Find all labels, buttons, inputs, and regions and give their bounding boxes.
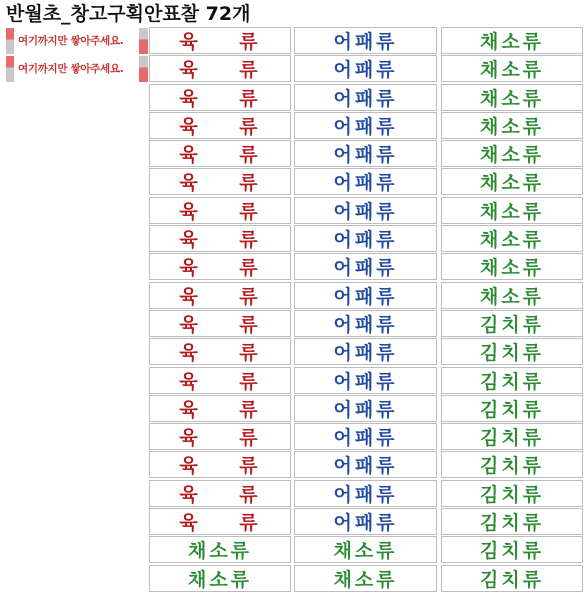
table-row [149, 395, 588, 422]
storage-label-cell: 육 류 [149, 84, 291, 111]
table-row [149, 310, 588, 337]
table-row [149, 84, 588, 111]
stack-limit-text: 여기까지만 쌓아주세요. [18, 63, 124, 75]
storage-label-cell: 김치류 [441, 423, 583, 450]
storage-label-cell: 육 류 [149, 508, 291, 535]
storage-label-cell: 육 류 [149, 338, 291, 365]
storage-label-cell: 김치류 [441, 508, 583, 535]
storage-label-cell: 채소류 [441, 282, 583, 309]
storage-label-cell: 어패류 [294, 84, 437, 111]
storage-label-cell: 육 류 [149, 140, 291, 167]
storage-label-cell: 어패류 [294, 27, 437, 54]
table-row [149, 536, 588, 563]
storage-label-cell: 어패류 [294, 112, 437, 139]
storage-label-cell: 채소류 [294, 565, 437, 592]
storage-label-cell: 채소류 [441, 84, 583, 111]
table-row [149, 225, 588, 252]
storage-label-cell: 김치류 [441, 338, 583, 365]
storage-label-cell: 육 류 [149, 310, 291, 337]
storage-label-cell: 채소류 [441, 253, 583, 280]
storage-label-cell: 어패류 [294, 480, 437, 507]
storage-label-cell: 채소류 [441, 225, 583, 252]
storage-label-cell: 육 류 [149, 480, 291, 507]
label-edge-marker [139, 56, 148, 82]
storage-label-cell: 채소류 [441, 112, 583, 139]
table-row [149, 253, 588, 280]
label-edge-marker [139, 28, 148, 54]
table-row [149, 508, 588, 535]
table-row [149, 197, 588, 224]
storage-label-cell: 육 류 [149, 197, 291, 224]
storage-label-cell: 어패류 [294, 310, 437, 337]
table-row [149, 168, 588, 195]
storage-label-cell: 육 류 [149, 451, 291, 478]
storage-label-cell: 육 류 [149, 55, 291, 82]
table-row [149, 565, 588, 592]
table-row [149, 140, 588, 167]
storage-label-cell: 채소류 [441, 168, 583, 195]
storage-label-cell: 어패류 [294, 197, 437, 224]
storage-label-cell: 어패류 [294, 451, 437, 478]
storage-label-cell: 채소류 [441, 27, 583, 54]
storage-label-cell: 채소류 [441, 197, 583, 224]
storage-label-cell: 어패류 [294, 282, 437, 309]
storage-label-cell: 어패류 [294, 508, 437, 535]
label-edge-marker [6, 56, 14, 82]
stack-limit-label [6, 28, 148, 54]
storage-label-cell: 어패류 [294, 253, 437, 280]
storage-label-cell: 김치류 [441, 395, 583, 422]
storage-label-cell: 어패류 [294, 225, 437, 252]
table-row [149, 367, 588, 394]
storage-label-cell: 육 류 [149, 367, 291, 394]
stack-limit-notices [6, 28, 148, 84]
storage-label-cell: 채소류 [149, 536, 291, 563]
storage-label-cell: 육 류 [149, 225, 291, 252]
table-row [149, 480, 588, 507]
table-row [149, 55, 588, 82]
table-row [149, 451, 588, 478]
storage-label-cell: 김치류 [441, 451, 583, 478]
page-title: 반월초_창고구획안표찰 72개 [6, 3, 251, 25]
storage-label-cell: 김치류 [441, 480, 583, 507]
table-row [149, 423, 588, 450]
storage-label-cell: 어패류 [294, 55, 437, 82]
storage-label-cell: 채소류 [149, 565, 291, 592]
table-row [149, 27, 588, 54]
storage-label-cell: 육 류 [149, 395, 291, 422]
storage-label-cell: 어패류 [294, 140, 437, 167]
storage-label-cell: 육 류 [149, 282, 291, 309]
storage-label-cell: 육 류 [149, 253, 291, 280]
storage-label-cell: 김치류 [441, 310, 583, 337]
storage-label-grid [149, 27, 588, 593]
table-row [149, 338, 588, 365]
stack-limit-label [6, 56, 148, 82]
storage-label-cell: 어패류 [294, 168, 437, 195]
storage-label-cell: 김치류 [441, 367, 583, 394]
storage-label-cell: 김치류 [441, 565, 583, 592]
storage-label-cell: 어패류 [294, 338, 437, 365]
storage-label-cell: 육 류 [149, 112, 291, 139]
stack-limit-text: 여기까지만 쌓아주세요. [18, 35, 124, 47]
table-row [149, 112, 588, 139]
storage-label-cell: 채소류 [441, 140, 583, 167]
storage-label-cell: 채소류 [441, 55, 583, 82]
storage-label-cell: 육 류 [149, 168, 291, 195]
storage-label-cell: 어패류 [294, 367, 437, 394]
label-edge-marker [6, 28, 14, 54]
storage-label-cell: 육 류 [149, 423, 291, 450]
storage-label-cell: 어패류 [294, 395, 437, 422]
storage-label-cell: 육 류 [149, 27, 291, 54]
storage-label-cell: 김치류 [441, 536, 583, 563]
table-row [149, 282, 588, 309]
storage-label-cell: 채소류 [294, 536, 437, 563]
storage-label-cell: 어패류 [294, 423, 437, 450]
